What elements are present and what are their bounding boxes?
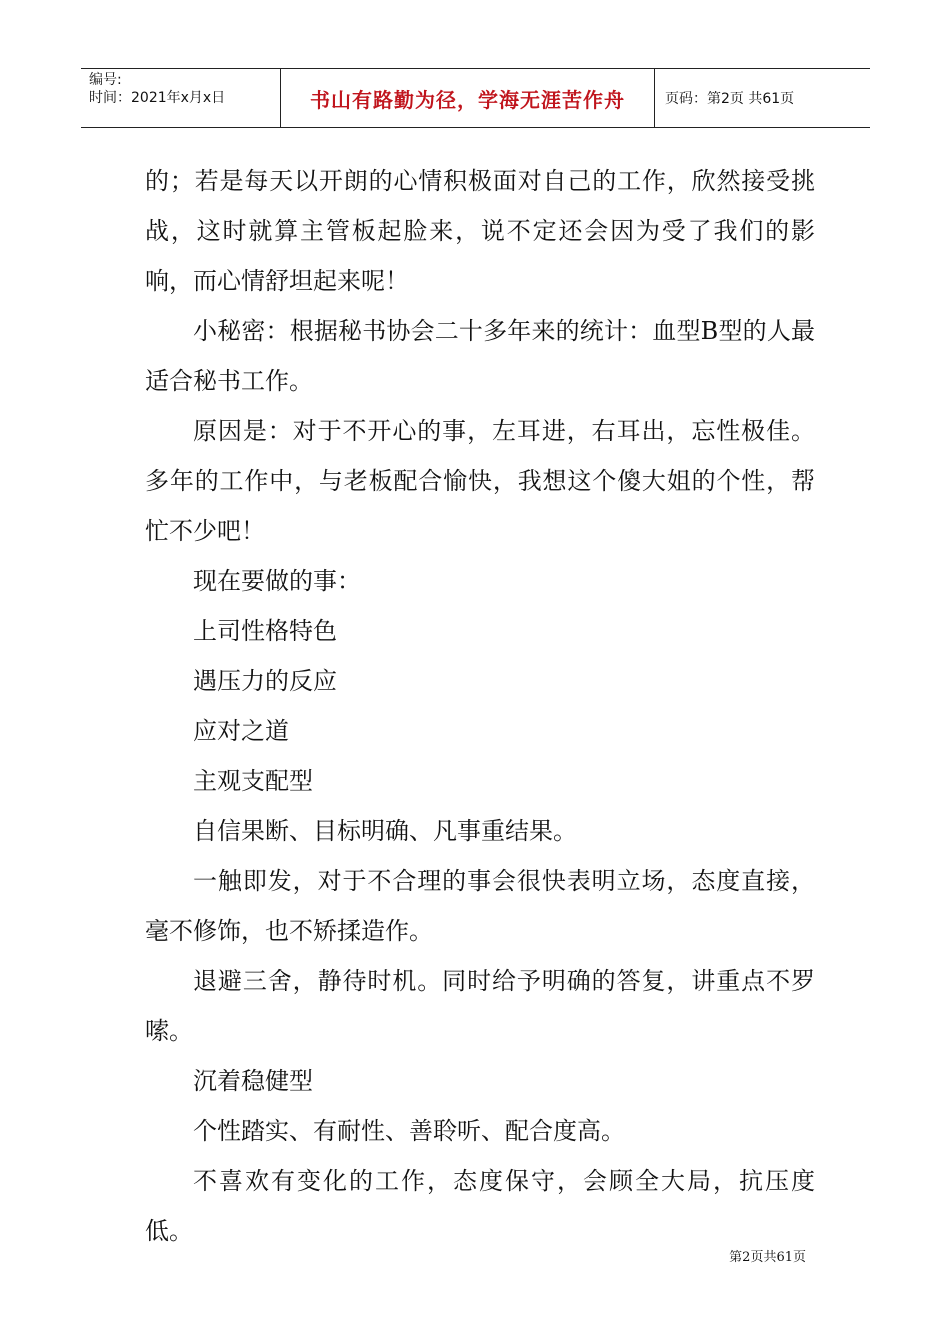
paragraph: 不喜欢有变化的工作，态度保守，会顾全大局，抗压度低。 [145,1167,815,1245]
paragraph: 个性踏实、有耐性、善聆听、配合度高。 [193,1117,625,1145]
paragraph: 上司性格特色 [193,617,337,645]
paragraph: 一触即发，对于不合理的事会很快表明立场，态度直接，毫不修饰，也不矫揉造作。 [145,867,815,945]
page-footer: 第2页共61页 [729,1250,806,1265]
paragraph: 现在要做的事： [193,567,361,595]
paragraph: 的；若是每天以开朗的心情积极面对自己的工作，欣然接受挑战，这时就算主管板起脸来，说不定还会因为受了我们的影响，而心情舒坦起来呢！ [145,167,815,295]
header-motto: 书山有路勤为径，学海无涯苦作舟 [281,69,655,127]
header-meta [81,69,281,127]
time-label: 时间：2021年x月x日 [89,90,226,106]
header-page-info: 页码：第2页 共61页 [665,91,795,107]
paragraph: 小秘密：根据秘书协会二十多年来的统计：血型B型的人最适合秘书工作。 [145,317,815,395]
document-body [145,156,815,1256]
paragraph: 应对之道 [193,717,289,745]
paragraph: 退避三舍，静待时机。同时给予明确的答复，讲重点不罗嗦。 [145,967,815,1045]
paragraph: 沉着稳健型 [193,1067,313,1095]
page-header [81,68,870,128]
paragraph: 自信果断、目标明确、凡事重结果。 [193,817,577,845]
paragraph: 遇压力的反应 [193,667,337,695]
paragraph: 原因是：对于不开心的事，左耳进，右耳出，忘性极佳。多年的工作中，与老板配合愉快，我想这个傻大姐的个性，帮忙不少吧！ [145,417,815,545]
serial-label: 编号: [89,72,122,88]
paragraph: 主观支配型 [193,767,313,795]
